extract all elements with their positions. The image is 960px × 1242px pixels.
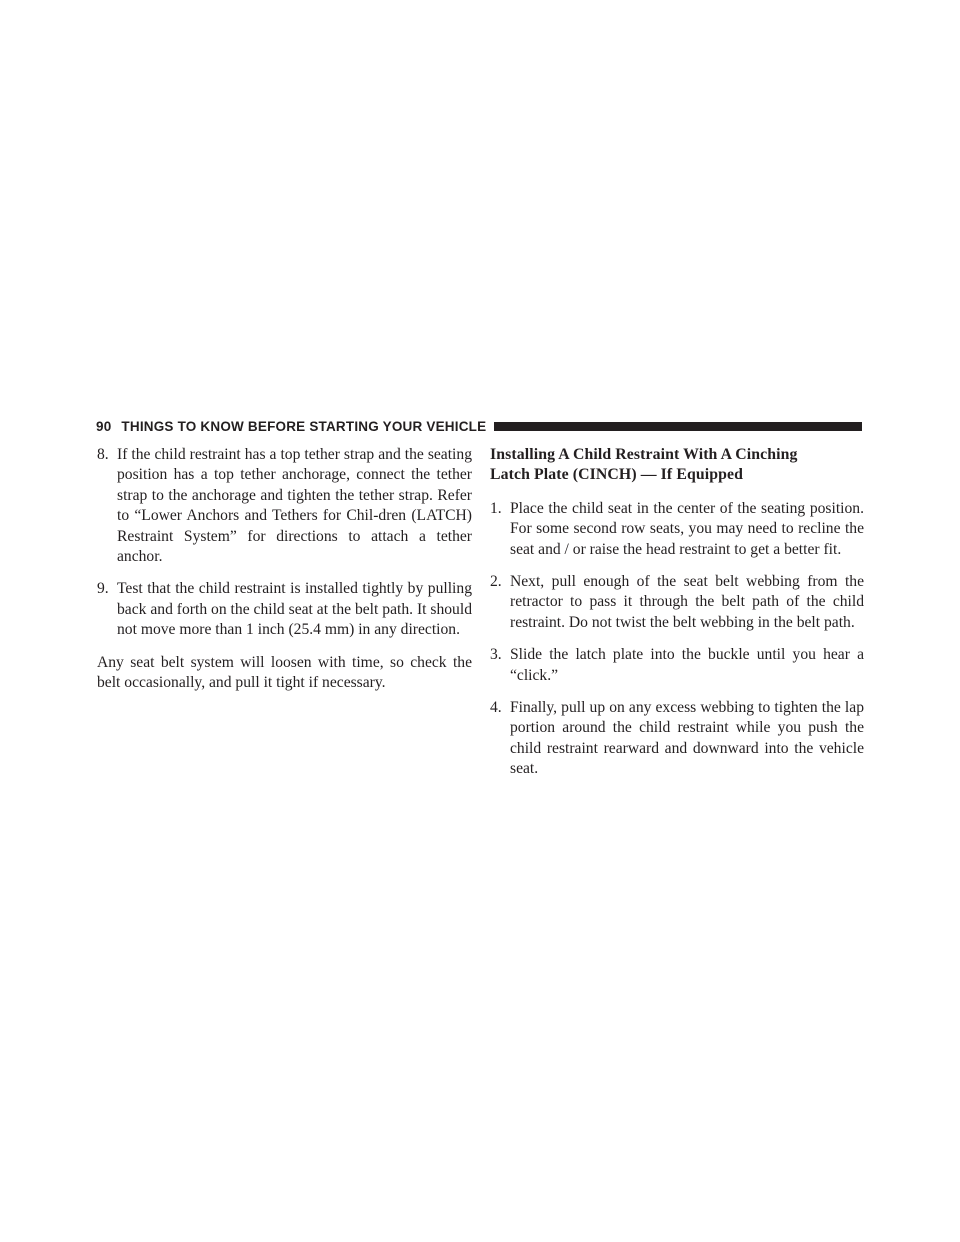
step-text: If the child restraint has a top tether strap and the seating position has a top tether anchorage, connect the tether strap to the anchorage and tighten the tether strap. Refer to “Lower Anchors and Tethers for Chil-dren (LATCH) Restraint System” for directions to attach a tether anchor. [117,446,472,566]
step-8 [97,445,472,567]
step-1 [490,499,864,560]
page-number: 90 [96,418,112,434]
step-number: 8. [97,446,109,463]
section-heading [490,445,864,486]
right-column [490,445,864,792]
section-title: THINGS TO KNOW BEFORE STARTING YOUR VEHICLE [121,418,487,434]
body-paragraph: Any seat belt system will loosen with time, so check the belt occasionally, and pull it tight if necessary. [97,653,472,692]
step-text: Finally, pull up on any excess webbing to tighten the lap portion around the child restraint while you push the child restraint rearward and downward into the vehicle seat. [510,699,864,778]
step-text: Slide the latch plate into the buckle until you hear a “click.” [510,646,864,684]
step-text: Next, pull enough of the seat belt webbing from the retractor to pass it through the belt path of the child restraint. Do not twist the belt webbing in the belt path. [510,573,864,631]
step-9 [97,579,472,640]
step-2 [490,572,864,633]
step-number: 1. [490,499,502,517]
step-number: 9. [97,580,109,598]
left-column [97,445,472,693]
step-text: Place the child seat in the center of the seating position. For some second row seats, you may need to recline the seat and / or raise the head restraint to get a better fit. [510,499,864,558]
step-text: Test that the child restraint is installed tightly by pulling back and forth on the child seat at the belt path. It should not move more than 1 inch (25.4 mm) in any direction. [117,580,472,639]
step-3 [490,645,864,686]
heading-line-2: Latch Plate (CINCH) — If Equipped [490,466,743,484]
header-rule [494,422,862,431]
step-number: 2. [490,573,502,591]
page-header [96,415,862,437]
heading-line-1: Installing A Child Restraint With A Cinching [490,446,798,463]
step-number: 4. [490,699,502,717]
step-4 [490,698,864,780]
step-number: 3. [490,646,502,664]
